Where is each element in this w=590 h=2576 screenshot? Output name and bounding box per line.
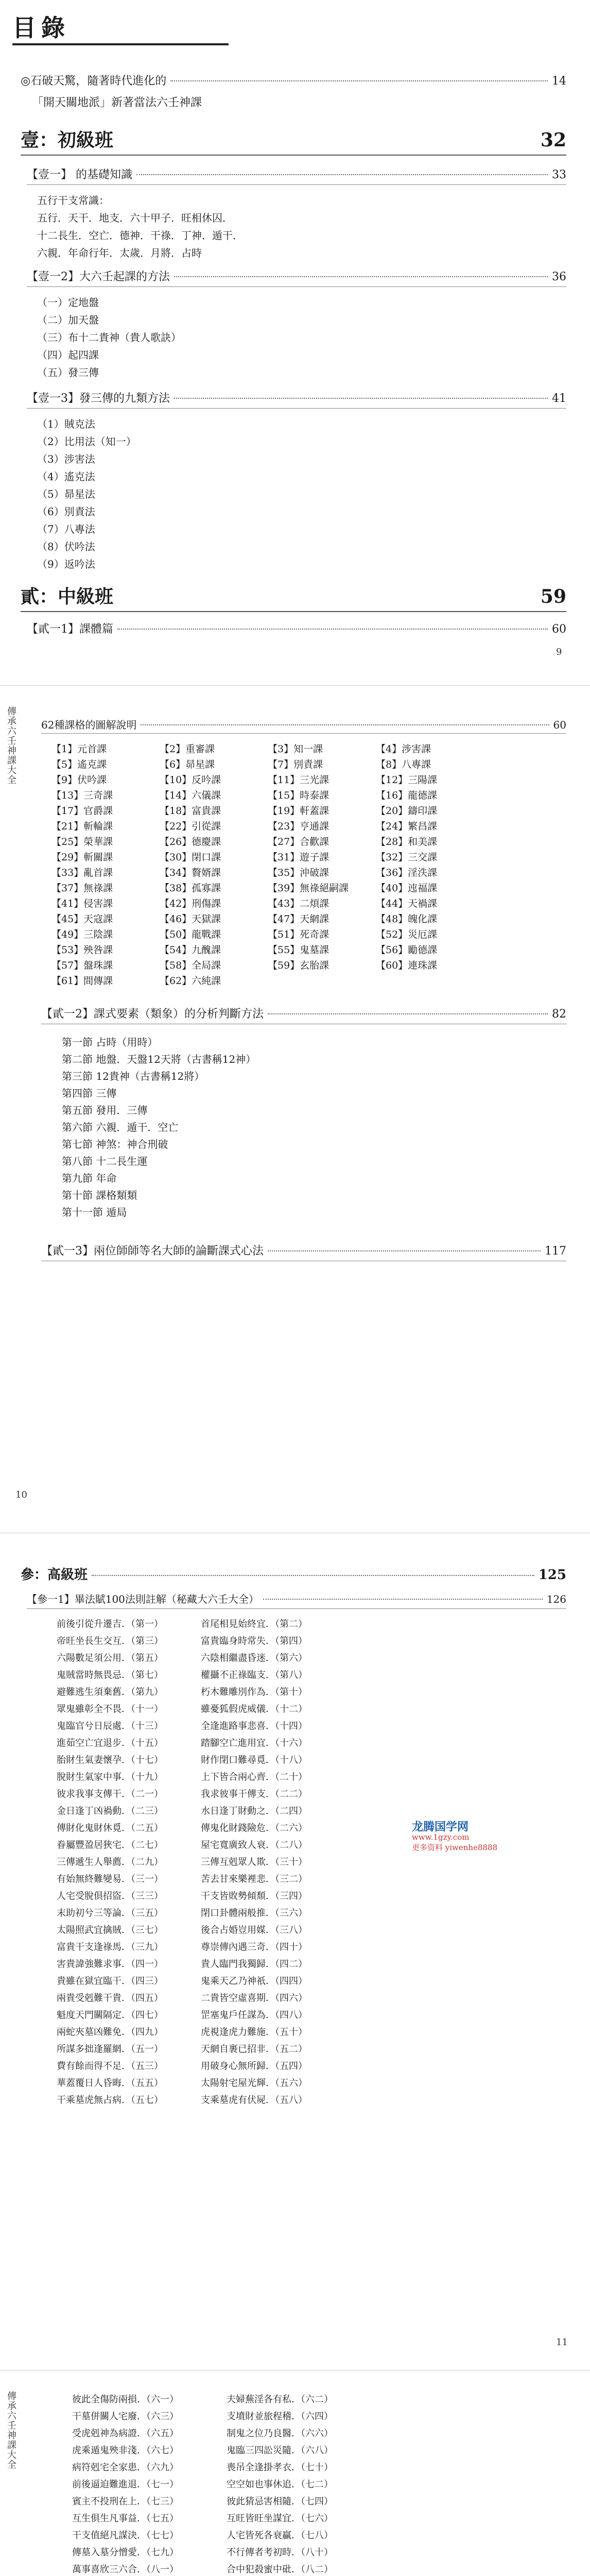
- list-item: 支墳財並旅程稽．（六四）: [227, 2411, 333, 2422]
- list-item: 末助初兮三等論．（三五）: [57, 1908, 163, 1919]
- list-item: 【16】龍德課: [376, 790, 438, 801]
- toc-page-3: [0, 1533, 590, 2358]
- list-item: 【41】侵害課: [51, 898, 113, 909]
- list-item: 天網自裹已招非．（五二）: [201, 2044, 307, 2055]
- list-item: 二貴皆空虛喜期．（四六）: [201, 1993, 307, 2004]
- list-item: 【15】時泰課: [268, 790, 329, 801]
- list-item: 【22】引從課: [160, 821, 221, 832]
- list-item: 【19】軒蓋課: [268, 805, 329, 817]
- list-item: 【62】六純課: [160, 975, 221, 987]
- list-item: 合中犯殺蜜中砒．（八二）: [227, 2564, 333, 2575]
- list-item: 【7】別責課: [268, 759, 323, 770]
- list-item: 【17】官爵課: [51, 805, 113, 817]
- list-item: 【35】沖破課: [268, 867, 329, 878]
- sub-rule: [27, 408, 566, 409]
- list-item: 【18】富貴課: [160, 805, 221, 817]
- level-2-rule: [21, 611, 566, 612]
- list-item: 費有餘而得不足．（五三）: [57, 2061, 163, 2072]
- l1-sec2-items: （一）定地盤 （二）加天盤 （三）布十二貴神（貴人歌訣） （四）起四課 （五）發三傳: [37, 296, 181, 379]
- toc-page-2: [0, 685, 590, 1510]
- list-item: 【13】三奇課: [51, 790, 113, 801]
- page-number: 10: [15, 1489, 27, 1500]
- list-item: 【55】鬼墓課: [268, 944, 329, 956]
- list-item: 鬼臨三四訟災隨．（六八）: [227, 2445, 333, 2456]
- list-item: 【11】三光課: [268, 774, 329, 786]
- list-item: 【27】合歡課: [268, 836, 329, 848]
- list-item: 【8】八專課: [376, 759, 431, 770]
- list-item: 【30】閉口課: [160, 852, 221, 863]
- list-item: 傳財化鬼財休覓．（二五）: [57, 1823, 163, 1834]
- list-item: 【59】玄胎課: [268, 960, 329, 971]
- toc-entry-l2-sec1[interactable]: 【貳一1】課體篇 60: [27, 623, 566, 636]
- list-item: 害貴諱強難求事．（四一）: [57, 1959, 163, 1970]
- toc-entry-l1-sec2[interactable]: 【壹一2】大六壬起課的方法 36: [27, 270, 566, 283]
- list-item: 受虎剋神為病證．（六五）: [72, 2428, 179, 2439]
- list-item: 【14】六儀課: [160, 790, 221, 801]
- list-item: 【52】災厄課: [376, 929, 438, 940]
- list-item: 六陽數足須公用．（第五）: [57, 1653, 163, 1664]
- list-item: 【6】昴星課: [160, 759, 215, 770]
- list-item: 【53】殃咎課: [51, 944, 113, 956]
- list-item: 首尾相見始終宜．（第二）: [201, 1619, 307, 1630]
- rules-list-cont: [72, 2391, 381, 2576]
- list-item: 【20】鑄印課: [376, 805, 438, 817]
- title-rule: [12, 43, 229, 45]
- list-item: 【26】德慶課: [160, 836, 221, 848]
- list-item: 【25】榮華課: [51, 836, 113, 848]
- list-item: 【42】刑傷課: [160, 898, 221, 909]
- list-item: 鬼乘天乙乃神祇．（四四）: [201, 1976, 307, 1987]
- list-item: 金日逢丁凶禍動．（二三）: [57, 1806, 163, 1817]
- list-item: 苦去甘來樂裡悲．（三二）: [201, 1874, 307, 1885]
- level-1-rule: [21, 155, 566, 156]
- list-item: 【21】斬輪課: [51, 821, 113, 832]
- list-item: [268, 973, 376, 989]
- list-item: 傳墓入墓分憎愛．（七九）: [72, 2547, 179, 2558]
- list-item: 踏腳空亡進用宜．（十六）: [201, 1738, 307, 1749]
- list-item: 【28】和美課: [376, 836, 438, 848]
- list-item: 魁度天門關隔定．（四七）: [57, 2010, 163, 2021]
- list-item: [376, 973, 484, 989]
- list-item: 【23】亨通課: [268, 821, 329, 832]
- list-item: 【33】亂首課: [51, 867, 113, 878]
- list-item: 【50】龍戰課: [160, 929, 221, 940]
- l1-sec3-items: （1）賊克法 （2）比用法（知一） （3）涉害法 （4）遙克法 （5）昴星法 （6）別責法 （7）八專法 （8）伏吟法 （9）返吟法: [37, 418, 136, 570]
- list-item: 【24】繁昌課: [376, 821, 438, 832]
- page-number: 9: [556, 647, 562, 657]
- list-item: 【57】盤珠課: [51, 960, 113, 971]
- list-item: 【1】元首課: [51, 743, 107, 755]
- list-item: 所謀多拙逢羅網．（五一）: [57, 2044, 163, 2055]
- toc-page-4: [0, 2370, 590, 2576]
- list-item: 貴人臨門我獨歸．（四二）: [201, 1959, 307, 1970]
- list-item: 【47】天網課: [268, 913, 329, 925]
- l1-sec1-items: 五行干支常識： 五行．天干．地支．六十甲子．旺相休囚． 十二長生．空亡．德神．干祿．丁神．遁干． 六親．年命行年．太歲．月將．占時: [37, 194, 243, 259]
- list-item: 【40】迍福課: [376, 883, 438, 894]
- list-item: 華蓋覆日人昏晦．（五五）: [57, 2078, 163, 2089]
- list-item: 罡塞鬼戶任謀為．（四八）: [201, 2010, 307, 2021]
- list-item: 人宅受脫俱招盜．（三三）: [57, 1891, 163, 1902]
- list-item: 【10】反吟課: [160, 774, 221, 786]
- list-item: 病符剋宅全家患．（六九）: [72, 2462, 179, 2473]
- list-item: 夫婦蕪淫各有私．（六二）: [227, 2394, 333, 2405]
- toc-entry-p2-sec2[interactable]: 【貳一2】課式要素（類象）的分析判斷方法 82: [41, 1008, 566, 1021]
- list-item: 兩蛇夾墓凶難免．（四九）: [57, 2027, 163, 2038]
- list-item: 萬事喜欣三六合．（八一）: [72, 2564, 179, 2575]
- list-item: 權攝不正祿臨支．（第八）: [201, 1670, 307, 1681]
- list-item: 互旺皆旺坐謀宜．（七六）: [227, 2513, 333, 2524]
- list-item: 【9】伏吟課: [51, 774, 107, 786]
- list-item: 全逢進路事悲喜．（十四）: [201, 1721, 307, 1732]
- list-item: 傳鬼化財錢險危．（二六）: [201, 1823, 307, 1834]
- list-item: 不行傳者考初時．（八十）: [227, 2547, 333, 2558]
- toc-entry-intro-sub: 「開天關地派」新著當法六壬神課: [32, 96, 202, 109]
- list-item: 【3】知一課: [268, 743, 323, 755]
- list-item: 鬼賊當時無畏忌．（第七）: [57, 1670, 163, 1681]
- toc-entry-62-patterns[interactable]: 62種課格的圖解說明 60: [41, 719, 566, 731]
- list-item: 彼求我事支傳干．（二一）: [57, 1789, 163, 1800]
- list-item: 【60】連珠課: [376, 960, 438, 971]
- list-item: 【45】天寇課: [51, 913, 113, 925]
- page-number: 11: [556, 2337, 568, 2348]
- list-item: 屋宅寬廣致人衰．（二八）: [201, 1840, 307, 1851]
- list-item: 三傳遞生人舉薦．（二九）: [57, 1857, 163, 1868]
- list-item: 避難逃生須棄舊．（第九）: [57, 1687, 163, 1698]
- toc-entry-intro[interactable]: ◎石破天驚，隨著時代進化的 14: [21, 75, 566, 88]
- list-item: 雖憂狐假虎威儀．（十二）: [201, 1704, 307, 1715]
- list-item: 虎乘遁鬼殃非淺．（六七）: [72, 2445, 179, 2456]
- watermark: 龙腾国学网 www.1gzy.com 更多资料 yiwenhe8888: [412, 1820, 498, 1852]
- list-item: 有始無終難變易．（三一）: [57, 1874, 163, 1885]
- list-item: 前後逼迫難進退．（七一）: [72, 2479, 179, 2490]
- list-item: 眷屬豐盈居狹宅．（二七）: [57, 1840, 163, 1851]
- list-item: 干乘墓虎無占病．（五七）: [57, 2095, 163, 2106]
- list-item: 胎財生氣妻懷孕．（十七）: [57, 1755, 163, 1766]
- list-item: 六陰相繼盡昏迷．（第六）: [201, 1653, 307, 1664]
- p2-sec2-items: 第一節 占時（用時） 第二節 地盤．天盤12天將（古書稱12神） 第三節 12貴神（古書稱12將） 第四節 三傳 第五節 發用．三傳 第六節 六親．遁干．空亡 第七節 神煞：神合刑破 第八節 十二長生運 第九節 年命 第十節 課格類類 第十一節 遁局: [62, 1036, 256, 1218]
- list-item: 虎視逢虎力難施．（五十）: [201, 2027, 307, 2038]
- list-item: 【49】三陰課: [51, 929, 113, 940]
- list-item: 干支皆敗勢傾頹．（三四）: [201, 1891, 307, 1902]
- list-item: 【43】二煩課: [268, 898, 329, 909]
- list-item: 【5】遙克課: [51, 759, 107, 770]
- list-item: 前後引從升遷吉．（第一）: [57, 1619, 163, 1630]
- list-item: 帝旺坐長生交互．（第三）: [57, 1636, 163, 1647]
- sub-rule: [27, 184, 566, 185]
- list-item: 尊崇傳內遇三奇．（四十）: [201, 1942, 307, 1953]
- sub-rule: [27, 1608, 566, 1609]
- list-item: 【61】間傳課: [51, 975, 113, 987]
- list-item: 上下皆合兩心齊．（二十）: [201, 1772, 307, 1783]
- list-item: 閉口卦體兩般推．（三六）: [201, 1908, 307, 1919]
- side-label: 傳承六壬神課大全: [6, 706, 16, 785]
- list-item: 鬼臨官兮日辰處．（十三）: [57, 1721, 163, 1732]
- list-item: 後合占婚豈用媒．（三八）: [201, 1925, 307, 1936]
- list-item: 兩貴受剋難干貴．（四五）: [57, 1993, 163, 2004]
- list-item: 水日逢丁財動之．（二四）: [201, 1806, 307, 1817]
- toc-entry-l1-sec1[interactable]: 【壹一】 的基礎知識 33: [27, 168, 566, 181]
- list-item: 眾鬼雖彰全不畏．（十一）: [57, 1704, 163, 1715]
- list-item: 支乘墓虎有伏屍．（五八）: [201, 2095, 307, 2106]
- list-item: 互生俱生凡事益．（七五）: [72, 2513, 179, 2524]
- sub-rule: [27, 286, 566, 287]
- list-item: 【39】無祿絕嗣課: [268, 883, 349, 894]
- list-item: 制鬼之位乃良醫．（六六）: [227, 2428, 333, 2439]
- list-item: 【4】涉害課: [376, 743, 431, 755]
- list-item: 【56】勵德課: [376, 944, 438, 956]
- toc-entry-p2-sec3[interactable]: 【貳一3】兩位師師等名大師的論斷課式心法 117: [41, 1245, 566, 1258]
- list-item: 【37】無祿課: [51, 883, 113, 894]
- list-item: 富貴臨身時常失．（第四）: [201, 1636, 307, 1647]
- list-item: 干墓併關人宅廢．（六三）: [72, 2411, 179, 2422]
- side-label: 傳承六壬神課大全: [6, 2391, 16, 2469]
- list-item: 太陽射宅屋光輝．（五六）: [201, 2078, 307, 2089]
- list-item: 【36】淫泆課: [376, 867, 438, 878]
- list-item: 干支值絕凡謀決．（七七）: [72, 2530, 179, 2541]
- level-1-heading[interactable]: 壹：初級班 32: [21, 129, 566, 151]
- list-item: 【2】重審課: [160, 743, 215, 755]
- level-3-heading[interactable]: 參：高級班 125: [21, 1567, 566, 1583]
- list-item: 【34】贅婿課: [160, 867, 221, 878]
- list-item: 【54】九醜課: [160, 944, 221, 956]
- toc-title: 目錄: [12, 14, 70, 42]
- list-item: 彼此全傷防兩損．（六一）: [72, 2394, 179, 2405]
- list-item: 富貴干支逢祿馬．（三九）: [57, 1942, 163, 1953]
- toc-entry-l1-sec3[interactable]: 【壹一3】發三傳的九類方法 41: [27, 392, 566, 405]
- list-item: 我求彼事干傳支．（二二）: [201, 1789, 307, 1800]
- pattern-grid: [51, 741, 484, 989]
- list-item: 【29】斬關課: [51, 852, 113, 863]
- list-item: 貴雖在獄宜臨干．（四三）: [57, 1976, 163, 1987]
- list-item: 空空如也事休追．（七二）: [227, 2479, 333, 2490]
- list-item: 三傳互剋眾人欺．（三十）: [201, 1857, 307, 1868]
- list-item: 【58】全局課: [160, 960, 221, 971]
- list-item: 用破身心無所歸．（五四）: [201, 2061, 307, 2072]
- sub-rule: [41, 733, 566, 734]
- toc-page-1: [0, 0, 590, 665]
- list-item: 【12】三陽課: [376, 774, 438, 786]
- list-item: 賓主不投刑在上．（七三）: [72, 2496, 179, 2507]
- list-item: 【38】孤寡課: [160, 883, 221, 894]
- rules-list: [57, 1616, 345, 2109]
- toc-entry-p3-sec1[interactable]: 【參一1】畢法賦100法則註解（秘藏大六壬大全） 126: [27, 1593, 566, 1605]
- list-item: 【31】遊子課: [268, 852, 329, 863]
- list-item: 【32】三交課: [376, 852, 438, 863]
- list-item: 喪吊全逢掛孝衣．（七十）: [227, 2462, 333, 2473]
- list-item: 朽木難雕別作為．（第十）: [201, 1687, 307, 1698]
- level-2-heading[interactable]: 貳：中級班 59: [21, 586, 566, 607]
- list-item: 【46】天獄課: [160, 913, 221, 925]
- list-item: 財作閉口難尋覓．（十八）: [201, 1755, 307, 1766]
- list-item: 【44】天禍課: [376, 898, 438, 909]
- list-item: 人宅皆死各衰贏．（七八）: [227, 2530, 333, 2541]
- list-item: 脫財生氣家中事．（十九）: [57, 1772, 163, 1783]
- list-item: 【48】魄化課: [376, 913, 438, 925]
- list-item: 進茹空亡宜退步．（十五）: [57, 1738, 163, 1749]
- list-item: 彼此猜忌害相隨．（七四）: [227, 2496, 333, 2507]
- list-item: 【51】死奇課: [268, 929, 329, 940]
- list-item: 太陽照武宜擒賊．（三七）: [57, 1925, 163, 1936]
